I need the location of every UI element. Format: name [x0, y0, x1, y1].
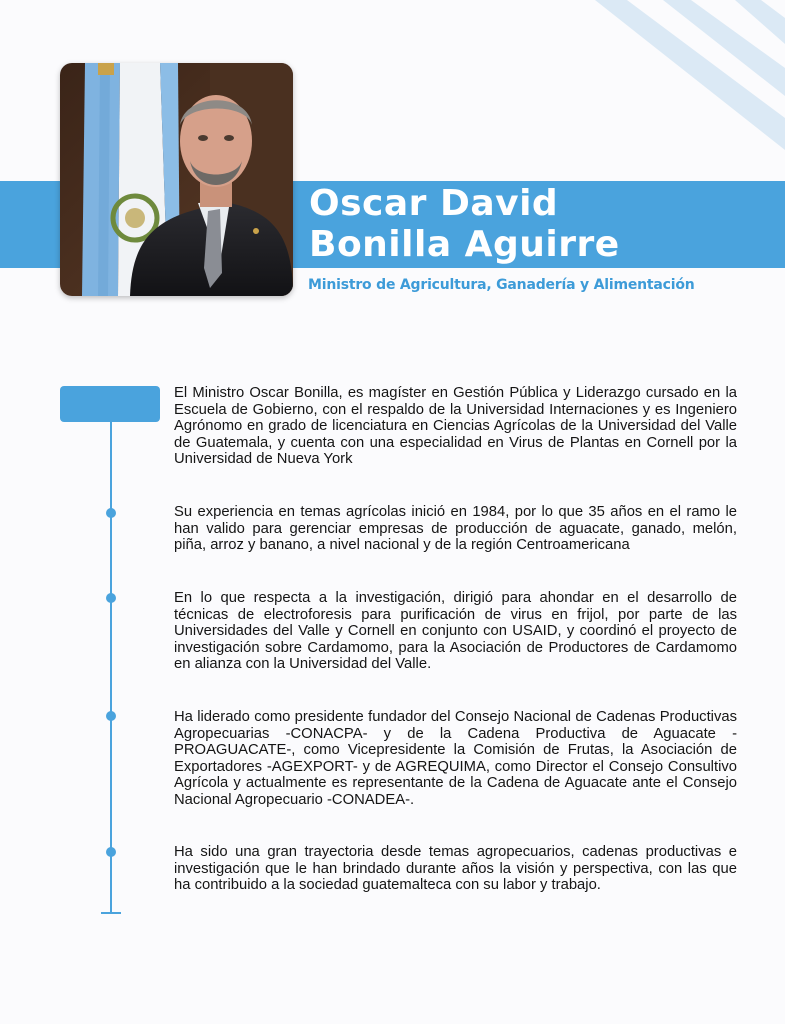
bio-paragraph-experience: Su experiencia en temas agrícolas inició en 1984, por lo que 35 años en el ramo le han valido para gerenciar empresas de producción de aguacate, ganado, melón, piña, arroz y banano, a nivel nacional y de la región Centroamericana [174, 504, 737, 553]
bio-paragraph-leadership: Ha liderado como presidente fundador del Consejo Nacional de Cadenas Productivas Agropecuarias -CONACPA- y de la Cadena Productiva de Aguacate -PROAGUACATE-, como Vicepresidente la Comisión de Frutas, la Asociación de Exportadores -AGEXPORT- y de AGREQUIMA, como Director el Consejo Consultivo Agrícola y actualmente es representante de la Cadena de Aguacate ante el Consejo Nacional Agropecuario -CONADEA-. [174, 709, 737, 808]
timeline-end-cap [101, 912, 121, 914]
decorative-stripes [585, 0, 785, 160]
job-title: Ministro de Agricultura, Ganadería y Alimentación [308, 277, 695, 293]
timeline-line [110, 422, 112, 913]
name-line-2: Bonilla Aguirre [309, 224, 620, 265]
timeline-dot-icon [106, 508, 116, 518]
timeline-tab [60, 386, 160, 422]
bio-paragraph-summary: Ha sido una gran trayectoria desde temas agropecuarios, cadenas productivas e investigación que le han brindado durante años la visión y perspectiva, con las que ha contribuido a la sociedad guatemalteca con su labor y trabajo. [174, 844, 737, 893]
bio-paragraph-research: En lo que respecta a la investigación, dirigió para ahondar en el desarrollo de técnicas de electroforesis para purificación de virus en frijol, por parte de las Universidades del Valle y Cornell en conjunto con USAID, y coordinó el proyecto de investigación sobre Cardamomo, para la Asociación de Productores de Cardamomo en alianza con la Universidad del Valle. [174, 590, 737, 672]
timeline-dot-icon [106, 711, 116, 721]
timeline-dot-icon [106, 593, 116, 603]
bio-paragraph-education: El Ministro Oscar Bonilla, es magíster en Gestión Pública y Liderazgo cursado en la Escuela de Gobierno, con el respaldo de la Universidad Internaciones y es Ingeniero Agrónomo en grado de licenciatura en Ciencias Agrícolas de la Universidad del Valle de Guatemala, y cuenta con una especialidad en Virus de Plantas en Cornell por la Universidad de Nueva York [174, 385, 737, 467]
person-name [309, 183, 620, 265]
name-line-1: Oscar David [309, 183, 559, 224]
timeline-dot-icon [106, 847, 116, 857]
portrait-photo [60, 63, 293, 296]
